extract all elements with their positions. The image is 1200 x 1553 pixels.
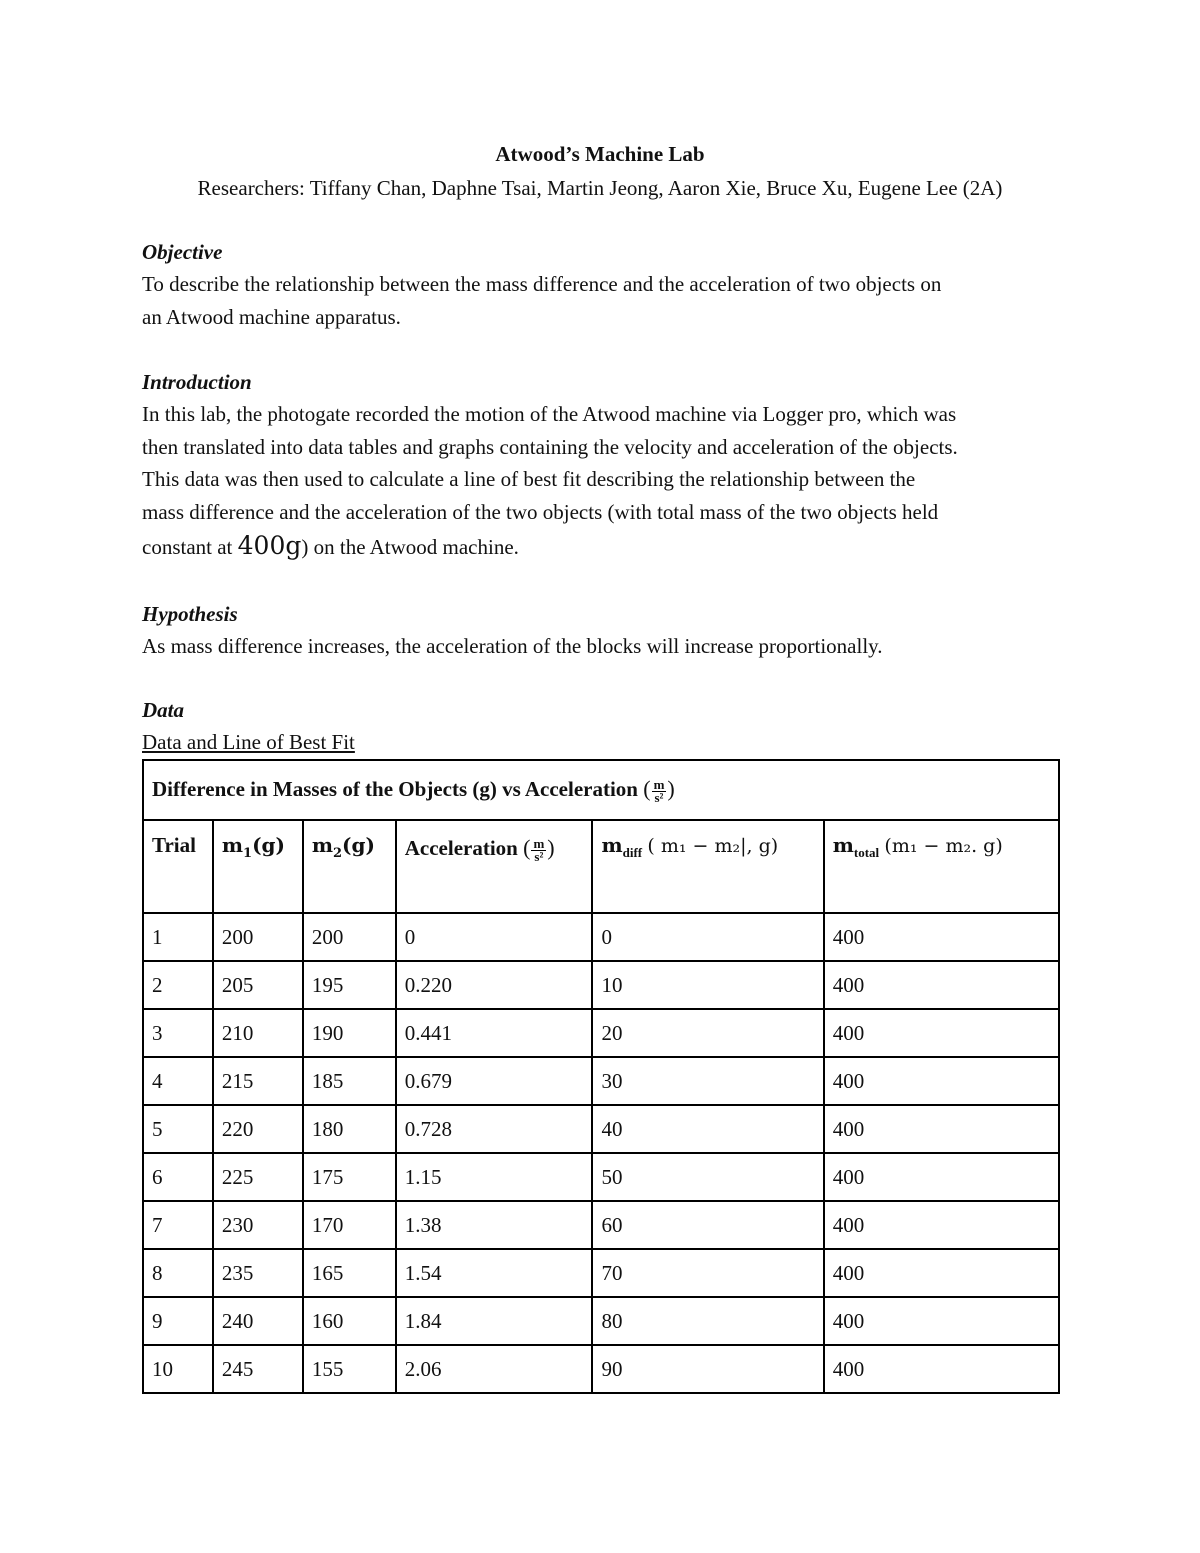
objective-line: an Atwood machine apparatus. — [142, 304, 401, 329]
table-caption: Difference in Masses of the Objects (g) vs Acceleration ( $\frac{m}{\text{s²}}$ ) — [143, 760, 1059, 820]
trial-cell: 7 — [143, 1201, 213, 1249]
m2-cell: 170 — [303, 1201, 396, 1249]
trial-cell: 10 — [143, 1345, 213, 1393]
m2-cell: 200 — [303, 913, 396, 961]
mtotal-cell: 400 — [824, 1297, 1059, 1345]
page-title: Atwood’s Machine Lab — [495, 142, 705, 166]
m2-cell: 165 — [303, 1249, 396, 1297]
header-m1 — [213, 820, 303, 913]
introduction-line — [142, 530, 1062, 564]
objective-text — [142, 268, 1062, 333]
mdiff-cell: 40 — [592, 1105, 823, 1153]
acceleration-cell: 0 — [396, 913, 593, 961]
trial-cell: 6 — [143, 1153, 213, 1201]
m1-cell: 205 — [213, 961, 303, 1009]
m1-cell: 225 — [213, 1153, 303, 1201]
m2-cell: 160 — [303, 1297, 396, 1345]
mdiff-cell: 20 — [592, 1009, 823, 1057]
m1-cell: 215 — [213, 1057, 303, 1105]
total-mass-math: 400g — [237, 531, 302, 560]
m2-cell: 190 — [303, 1009, 396, 1057]
data-heading: Data — [142, 698, 184, 722]
mtotal-expression: (m₁ − m₂. g) — [884, 835, 1003, 857]
mdiff-cell: 90 — [592, 1345, 823, 1393]
table-row — [143, 1297, 1059, 1345]
introduction-heading: Introduction — [142, 370, 252, 394]
mtotal-cell: 400 — [824, 913, 1059, 961]
mdiff-cell: 30 — [592, 1057, 823, 1105]
introduction-line: This data was then used to calculate a line of best fit describing the relationship between the — [142, 467, 916, 491]
mdiff-cell: 60 — [592, 1201, 823, 1249]
table-row — [143, 1057, 1059, 1105]
introduction-line: then translated into data tables and graphs containing the velocity and acceleration of the objects. — [142, 434, 958, 459]
m2-unit: (g) — [342, 833, 375, 857]
mtotal-cell: 400 — [824, 1105, 1059, 1153]
mdiff-cell: 50 — [592, 1153, 823, 1201]
mdiff-cell: 80 — [592, 1297, 823, 1345]
trial-cell: 4 — [143, 1057, 213, 1105]
unit-denominator: s² — [654, 789, 664, 805]
unit-fraction — [531, 835, 546, 864]
hypothesis-text: As mass difference increases, the acceleration of the blocks will increase proportionally. — [142, 634, 883, 658]
m1-unit: (g) — [252, 833, 285, 857]
data-table — [142, 759, 1060, 1394]
mtotal-cell: 400 — [824, 1249, 1059, 1297]
m1-cell: 230 — [213, 1201, 303, 1249]
table-row — [143, 1153, 1059, 1201]
introduction-line: mass difference and the acceleration of the two objects (with total mass of the two objects held — [142, 499, 939, 524]
m2-cell: 185 — [303, 1057, 396, 1105]
m2-symbol: m — [311, 833, 333, 857]
trial-cell: 8 — [143, 1249, 213, 1297]
m2-cell: 155 — [303, 1345, 396, 1393]
mtotal-cell: 400 — [824, 1201, 1059, 1249]
table-body — [143, 913, 1059, 1393]
introduction-text-segment: constant at — [142, 535, 238, 559]
acceleration-cell: 2.06 — [396, 1345, 593, 1393]
m1-cell: 245 — [213, 1345, 303, 1393]
mtotal-cell: 400 — [824, 1345, 1059, 1393]
acceleration-cell: 1.54 — [396, 1249, 593, 1297]
introduction-line: In this lab, the photogate recorded the motion of the Atwood machine via Logger pro, which was — [142, 402, 957, 426]
trial-cell: 1 — [143, 913, 213, 961]
mdiff-symbol: m — [601, 833, 623, 857]
header-trial: Trial — [143, 820, 213, 913]
table-row — [143, 1105, 1059, 1153]
researchers-line: Researchers: Tiffany Chan, Daphne Tsai, Martin Jeong, Aaron Xie, Bruce Xu, Eugene Lee (2A) — [197, 176, 1003, 200]
acceleration-cell: 0.679 — [396, 1057, 593, 1105]
trial-cell: 3 — [143, 1009, 213, 1057]
trial-cell: 5 — [143, 1105, 213, 1153]
trial-cell: 2 — [143, 961, 213, 1009]
table-row — [143, 1201, 1059, 1249]
m1-cell: 220 — [213, 1105, 303, 1153]
m2-cell: 175 — [303, 1153, 396, 1201]
table-row — [143, 1249, 1059, 1297]
mdiff-expression: ( m₁ − m₂|, g) — [647, 835, 779, 857]
mtotal-cell: 400 — [824, 961, 1059, 1009]
acceleration-cell: 0.220 — [396, 961, 593, 1009]
acceleration-cell: 0.441 — [396, 1009, 593, 1057]
mtotal-subscript: total — [853, 845, 880, 861]
table-row — [143, 1009, 1059, 1057]
unit-denominator: s² — [534, 848, 544, 864]
m1-symbol: m — [221, 833, 244, 857]
introduction-text — [142, 398, 1062, 564]
acceleration-cell: 0.728 — [396, 1105, 593, 1153]
mtotal-cell: 400 — [824, 1153, 1059, 1201]
mdiff-cell: 10 — [592, 961, 823, 1009]
m1-cell: 200 — [213, 913, 303, 961]
header-mtotal — [824, 820, 1059, 913]
mdiff-subscript: diff — [622, 845, 643, 861]
mtotal-cell: 400 — [824, 1009, 1059, 1057]
hypothesis-heading: Hypothesis — [142, 602, 238, 626]
acceleration-cell: 1.38 — [396, 1201, 593, 1249]
introduction-text-segment: ) on the Atwood machine. — [301, 535, 519, 559]
acceleration-cell: 1.15 — [396, 1153, 593, 1201]
table-row — [143, 1345, 1059, 1393]
table-row — [143, 961, 1059, 1009]
m2-cell: 180 — [303, 1105, 396, 1153]
mdiff-cell: 0 — [592, 913, 823, 961]
m1-cell: 240 — [213, 1297, 303, 1345]
table-row — [143, 913, 1059, 961]
table-header-row — [143, 820, 1059, 913]
header-acceleration: Acceleration ( $\frac{m}{\text{s²}}$ ) — [396, 820, 593, 913]
acceleration-cell: 1.84 — [396, 1297, 593, 1345]
trial-cell: 9 — [143, 1297, 213, 1345]
m2-cell: 195 — [303, 961, 396, 1009]
header-m2 — [303, 820, 396, 913]
mdiff-cell: 70 — [592, 1249, 823, 1297]
objective-line: To describe the relationship between the mass difference and the acceleration of two objects on — [142, 272, 942, 296]
mtotal-symbol: m — [832, 833, 854, 857]
m2-subscript: 2 — [332, 846, 343, 862]
m1-subscript: 1 — [243, 846, 253, 862]
unit-numerator: m — [653, 776, 665, 792]
unit-numerator: m — [533, 835, 545, 851]
unit-fraction — [652, 776, 667, 805]
mtotal-cell: 400 — [824, 1057, 1059, 1105]
table-caption-text: Difference in Masses of the Objects (g) vs Acceleration — [152, 777, 638, 802]
data-subheading: Data and Line of Best Fit — [142, 730, 355, 754]
m1-cell: 235 — [213, 1249, 303, 1297]
header-mdiff — [592, 820, 823, 913]
acceleration-label: Acceleration — [404, 836, 518, 860]
objective-heading: Objective — [142, 240, 223, 264]
m1-cell: 210 — [213, 1009, 303, 1057]
